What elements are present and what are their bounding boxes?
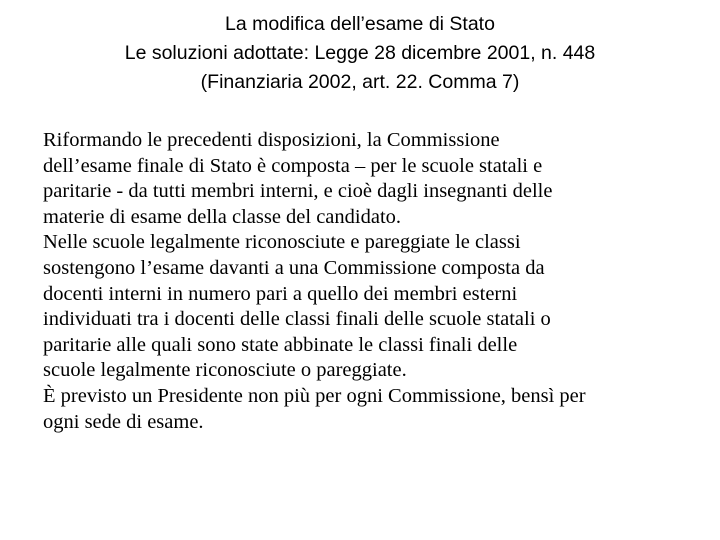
paragraph-presidente [43, 384, 703, 435]
paragraph-line: dell’esame finale di Stato è composta – per le scuole statali e [43, 154, 543, 177]
paragraph-line: Riformando le precedenti disposizioni, la Commissione [43, 129, 500, 151]
paragraph-line: Nelle scuole legalmente riconosciute e pareggiate le classi [43, 231, 521, 254]
paragraph-scuole-pareggiate [43, 230, 703, 384]
slide-body [43, 128, 703, 435]
paragraph-line: È previsto un Presidente non più per ogni Commissione, bensì per [43, 384, 586, 407]
paragraph-line: docenti interni in numero pari a quello dei membri esterni [43, 282, 518, 305]
paragraph-line: scuole legalmente riconosciute o pareggiate. [43, 359, 407, 382]
paragraph-line: materie di esame della classe del candidato. [43, 205, 402, 228]
paragraph-line: paritarie - da tutti membri interni, e cioè dagli insegnanti delle [43, 180, 553, 203]
paragraph-line: sostengono l’esame davanti a una Commissione composta da [43, 256, 545, 279]
paragraph-commissione [43, 128, 703, 230]
title-line-3: (Finanziaria 2002, art. 22. Comma 7) [200, 71, 520, 93]
title-line-2: Le soluzioni adottate: Legge 28 dicembre 2001, n. 448 [124, 42, 596, 64]
title-line-1: La modifica dell’esame di Stato [225, 13, 495, 35]
paragraph-line: individuati tra i docenti delle classi finali delle scuole statali o [43, 308, 551, 331]
paragraph-line: ogni sede di esame. [43, 410, 204, 433]
slide-title [40, 10, 680, 97]
paragraph-line: paritarie alle quali sono state abbinate le classi finali delle [43, 333, 518, 356]
